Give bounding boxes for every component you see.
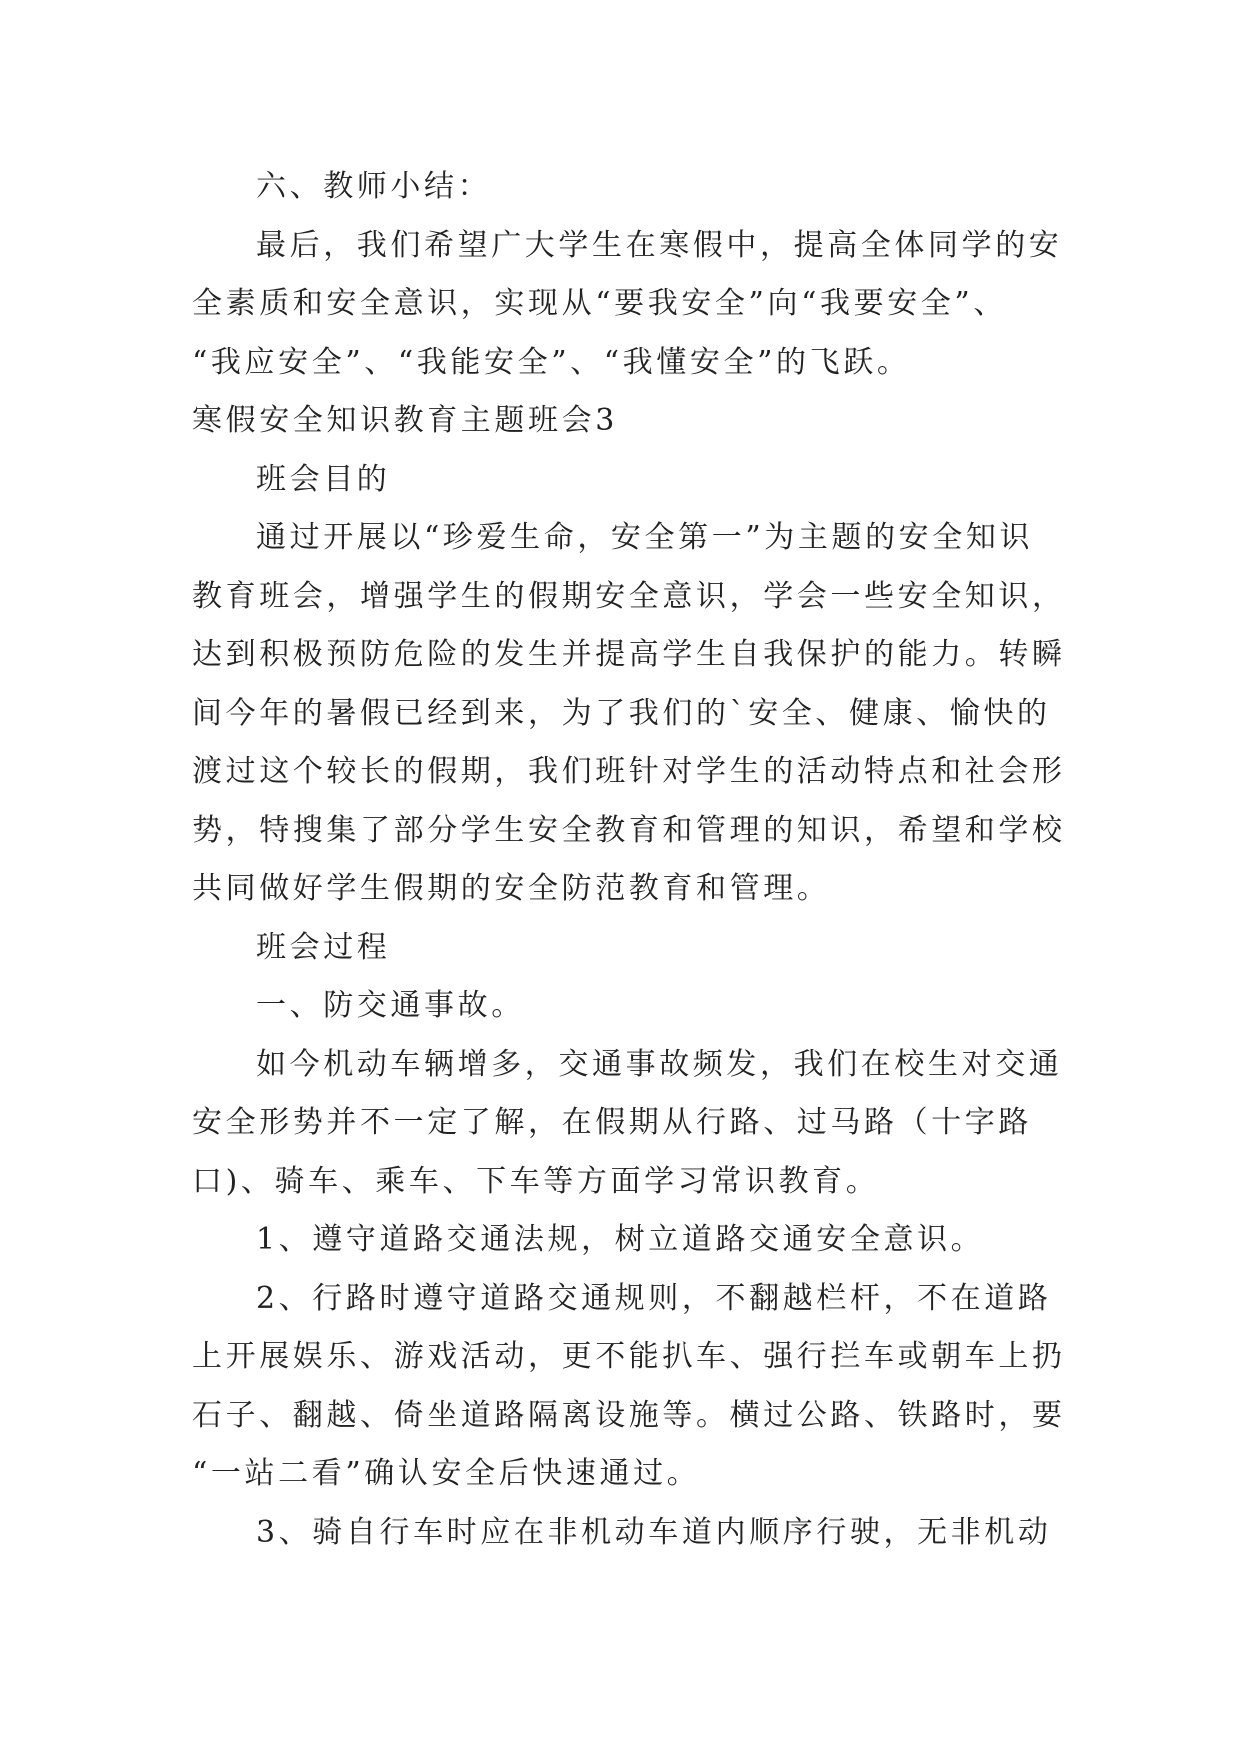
paragraph-line: “我应安全”、“我能安全”、“我懂安全”的飞跃。: [192, 344, 911, 380]
paragraph-line: 石子、翻越、倚坐道路隔离设施等。横过公路、铁路时，要: [192, 1397, 1066, 1433]
paragraph-line: 势，特搜集了部分学生安全教育和管理的知识，希望和学校: [192, 812, 1066, 848]
paragraph-line: 间今年的暑假已经到来，为了我们的`安全、健康、愉快的: [192, 695, 1051, 731]
section-heading-meeting-process: 班会过程: [256, 929, 391, 965]
paragraph-line: 最后，我们希望广大学生在寒假中，提高全体同学的安: [256, 227, 1063, 263]
paragraph-line: 上开展娱乐、游戏活动，更不能扒车、强行拦车或朝车上扔: [192, 1339, 1066, 1374]
subsection-heading-traffic: 一、防交通事故。: [256, 988, 525, 1023]
section-heading-meeting-purpose: 班会目的: [256, 461, 391, 497]
list-item-2: 2、行路时遵守道路交通规则，不翻越栏杆，不在道路: [256, 1280, 1052, 1316]
paragraph-line: 如今机动车辆增多，交通事故频发，我们在校生对交通: [256, 1046, 1063, 1082]
paragraph-line: 安全形势并不一定了解，在假期从行路、过马路（十字路: [192, 1105, 1032, 1140]
document-body: [192, 158, 1066, 1562]
paragraph-line: 达到积极预防危险的发生并提高学生自我保护的能力。转瞬: [192, 637, 1066, 672]
document-title: 寒假安全知识教育主题班会3: [192, 403, 618, 438]
list-item-1: 1、遵守道路交通法规，树立道路交通安全意识。: [256, 1222, 985, 1257]
paragraph-line: 共同做好学生假期的安全防范教育和管理。: [192, 871, 831, 906]
list-item-3: 3、骑自行车时应在非机动车道内顺序行驶，无非机动: [256, 1514, 1052, 1550]
paragraph-line: 通过开展以“珍爱生命，安全第一”为主题的安全知识: [256, 520, 1034, 555]
paragraph-line: “一站二看”确认安全后快速通过。: [192, 1456, 701, 1491]
paragraph-line: 教育班会，增强学生的假期安全意识，学会一些安全知识，: [192, 578, 1066, 614]
paragraph-line: 全素质和安全意识，实现从“要我安全”向“我要安全”、: [192, 286, 1007, 321]
paragraph-line: 渡过这个较长的假期，我们班针对学生的活动特点和社会形: [192, 754, 1066, 789]
paragraph-line: 口)、骑车、乘车、下车等方面学习常识教育。: [192, 1163, 880, 1199]
section-heading-teacher-summary: 六、教师小结：: [256, 169, 492, 204]
